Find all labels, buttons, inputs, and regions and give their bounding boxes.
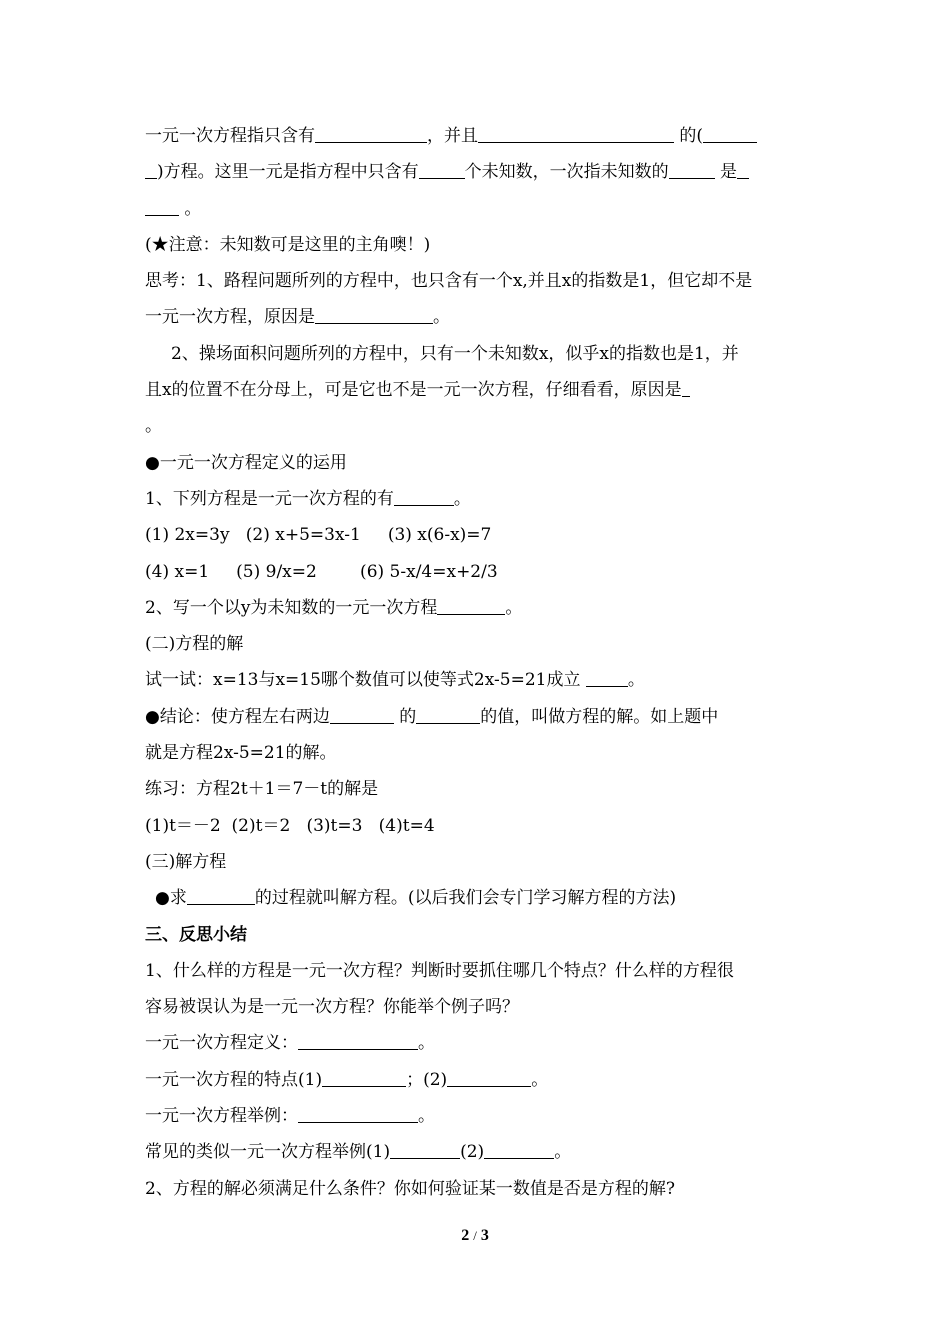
text: 。 bbox=[505, 597, 523, 618]
blank[interactable] bbox=[394, 487, 454, 506]
text: 的 bbox=[399, 706, 417, 727]
blank[interactable] bbox=[315, 124, 427, 143]
question-2 bbox=[145, 590, 810, 626]
text: 。 bbox=[418, 1106, 435, 1127]
try-question bbox=[145, 662, 810, 698]
text: 的( bbox=[679, 126, 704, 146]
section-heading: ●一元一次方程定义的运用 bbox=[145, 452, 347, 473]
text: 。 bbox=[433, 307, 450, 328]
text: (2) bbox=[460, 1142, 485, 1163]
reflect-q1-a: 1、什么样的方程是一元一次方程？判断时要抓住哪几个特点？什么样的方程很 bbox=[145, 960, 734, 981]
blank[interactable] bbox=[330, 705, 394, 724]
total-pages: 3 bbox=[480, 1227, 489, 1244]
page-number bbox=[0, 1227, 950, 1245]
blank[interactable] bbox=[703, 124, 757, 143]
text: 一元一次方程的特点(1) bbox=[145, 1069, 323, 1090]
blank[interactable] bbox=[682, 378, 690, 397]
blank[interactable] bbox=[586, 668, 628, 687]
text: 个未知数，一次指未知数的 bbox=[464, 162, 669, 183]
text: 2、写一个以y为未知数的一元一次方程 bbox=[145, 597, 438, 618]
practice: 练习：方程2t＋1＝7－t的解是 bbox=[145, 779, 379, 800]
blank[interactable] bbox=[390, 1140, 460, 1159]
options-row-b: (4) x=1 (5) 9/x=2 (6) 5-x/4=x+2/3 bbox=[145, 561, 498, 582]
text: 一元一次方程指只含有 bbox=[145, 126, 315, 146]
blank[interactable] bbox=[447, 1068, 531, 1087]
think-line-4 bbox=[145, 372, 810, 408]
text: ●结论：使方程左右两边 bbox=[145, 706, 330, 727]
features-fill bbox=[145, 1062, 810, 1098]
blank[interactable] bbox=[484, 1140, 554, 1159]
reflect-q2: 2、方程的解必须满足什么条件？你如何验证某一数值是否是方程的解? bbox=[145, 1178, 675, 1199]
blank[interactable] bbox=[416, 705, 480, 724]
practice-options: (1)t＝－2 (2)t＝2 (3)t=3 (4)t=4 bbox=[145, 815, 435, 836]
text: 。 bbox=[531, 1069, 549, 1090]
current-page: 2 bbox=[461, 1227, 470, 1244]
text: 的过程就叫解方程。(以后我们会专门学习解方程的方法) bbox=[254, 888, 677, 909]
blank[interactable] bbox=[737, 160, 749, 179]
blank[interactable] bbox=[187, 886, 255, 905]
blank[interactable] bbox=[478, 124, 674, 143]
blank[interactable] bbox=[298, 1104, 418, 1123]
text: ；(2) bbox=[406, 1069, 448, 1090]
definition-fill bbox=[145, 1025, 810, 1061]
note: (★注意：未知数可是这里的主角噢！) bbox=[145, 234, 431, 255]
text: 的值，叫做方程的解。如上题中 bbox=[480, 706, 719, 727]
think-line-3: 2、操场面积问题所列的方程中，只有一个未知数x，似乎x的指数也是1，并 bbox=[171, 343, 739, 364]
page-content bbox=[145, 118, 810, 1207]
blank[interactable] bbox=[322, 1068, 406, 1087]
page-separator: / bbox=[473, 1228, 477, 1243]
reflect-q1-b: 容易被误认为是一元一次方程？你能举个例子吗？ bbox=[145, 997, 519, 1018]
blank[interactable] bbox=[419, 160, 465, 179]
reflect-heading: 三、反思小结 bbox=[145, 924, 247, 945]
think-line-2 bbox=[145, 299, 810, 335]
text: ●求 bbox=[155, 888, 187, 909]
blank[interactable] bbox=[669, 160, 715, 179]
text: 1、下列方程是一元一次方程的有 bbox=[145, 488, 394, 509]
text: 。 bbox=[554, 1142, 572, 1163]
text: 且x的位置不在分母上，可是它也不是一元一次方程，仔细看看，原因是 bbox=[145, 380, 682, 401]
intro-line-3 bbox=[145, 191, 810, 227]
section-heading: (三)解方程 bbox=[145, 851, 227, 872]
similar-fill bbox=[145, 1134, 810, 1170]
blank[interactable] bbox=[315, 305, 433, 324]
think-line-1: 思考：1、路程问题所列的方程中，也只含有一个x,并且x的指数是1，但它却不是 bbox=[145, 271, 753, 292]
text: )方程。这里一元是指方程中只含有 bbox=[157, 162, 419, 183]
solve-text bbox=[145, 880, 810, 916]
conclusion-line-1 bbox=[145, 699, 810, 735]
blank[interactable] bbox=[145, 197, 179, 216]
text: 一元一次方程举例： bbox=[145, 1106, 298, 1127]
text: 是 bbox=[720, 162, 738, 183]
intro-line-2 bbox=[145, 154, 810, 190]
example-fill bbox=[145, 1098, 810, 1134]
conclusion-line-2: 就是方程2x-5=21的解。 bbox=[145, 743, 337, 764]
section-heading: (二)方程的解 bbox=[145, 634, 244, 655]
blank[interactable] bbox=[298, 1031, 418, 1050]
text: 。 bbox=[627, 670, 645, 691]
blank[interactable] bbox=[145, 160, 157, 179]
intro-line-1 bbox=[145, 118, 810, 154]
think-line-5: 。 bbox=[145, 416, 162, 437]
text: 常见的类似一元一次方程举例(1) bbox=[145, 1142, 391, 1163]
text: 一元一次方程，原因是 bbox=[145, 307, 315, 328]
text: 。 bbox=[184, 198, 202, 219]
text: 一元一次方程定义： bbox=[145, 1033, 298, 1054]
options-row-a: (1) 2x=3y (2) x+5=3x-1 (3) x(6-x)=7 bbox=[145, 525, 492, 546]
question-1 bbox=[145, 481, 810, 517]
text: 试一试：x=13与x=15哪个数值可以使等式2x-5=21成立 bbox=[145, 670, 581, 691]
blank[interactable] bbox=[437, 596, 505, 615]
text: 。 bbox=[453, 488, 471, 509]
text: ，并且 bbox=[427, 126, 478, 146]
text: 。 bbox=[418, 1033, 435, 1054]
